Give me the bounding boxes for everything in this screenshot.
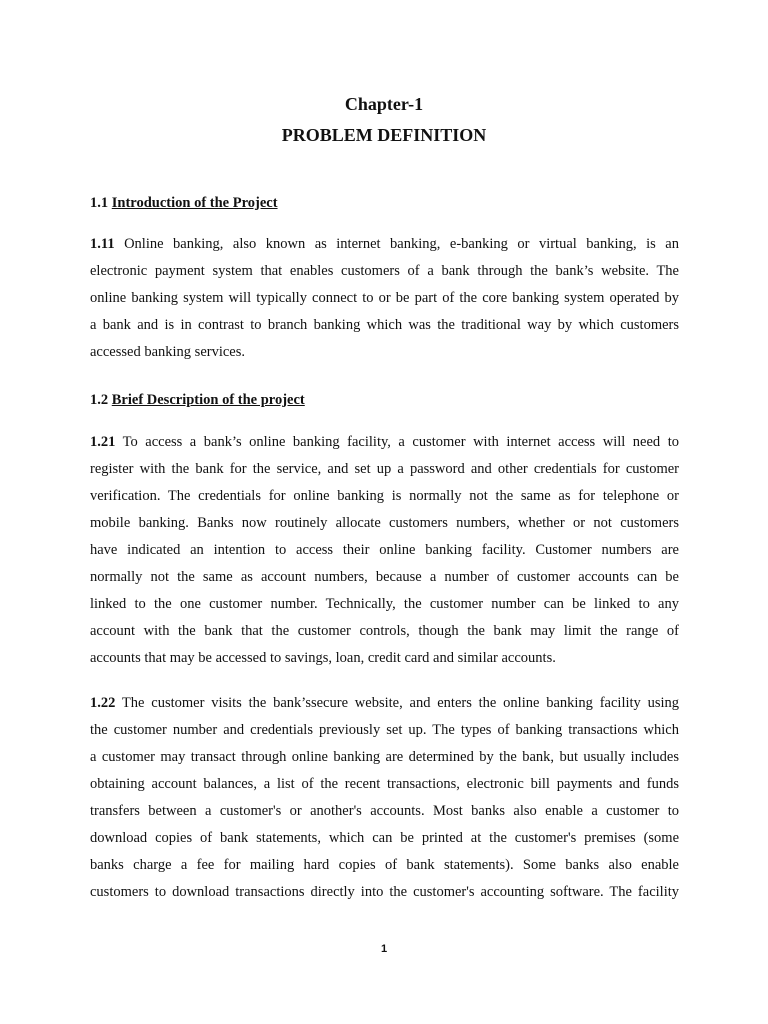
section-number: 1.2 (90, 392, 109, 408)
paragraph-number: 1.21 (90, 434, 116, 450)
paragraph-line: a bank and is in contrast to branch banking which was the traditional way by which customers (90, 317, 679, 333)
section-heading-1-2 (90, 390, 305, 410)
paragraph-line: a customer may transact through online banking are determined by the bank, but usually includes (90, 749, 679, 765)
paragraph-1-22 (90, 690, 679, 906)
paragraph-line: 1.21 To access a bank’s online banking facility, a customer with internet access will need to (90, 434, 679, 450)
section-number: 1.1 (90, 195, 109, 211)
paragraph-number: 1.22 (90, 695, 116, 711)
paragraph-line: 1.11 Online banking, also known as internet banking, e-banking or virtual banking, is an (90, 236, 679, 252)
section-title: Brief Description of the project (111, 392, 305, 408)
paragraph-line: accounts that may be accessed to savings, loan, credit card and similar accounts. (90, 650, 556, 666)
paragraph-line: customers to download transactions directly into the customer's accounting software. The facility (90, 884, 679, 900)
paragraph-line: verification. The credentials for online banking is normally not the same as for telephone or (90, 488, 679, 504)
paragraph-line: electronic payment system that enables customers of a bank through the bank’s website. The (90, 263, 679, 279)
chapter-label: Chapter-1 (344, 94, 424, 114)
paragraph-line: 1.22 The customer visits the bank’ssecure website, and enters the online banking facility using (90, 695, 679, 711)
paragraph-number: 1.11 (90, 236, 115, 252)
paragraph-line: banks charge a fee for mailing hard copies of bank statements). Some banks also enable (90, 857, 679, 873)
paragraph-line: mobile banking. Banks now routinely allocate customers numbers, whether or not customers (90, 515, 679, 531)
section-title: Introduction of the Project (111, 195, 278, 211)
paragraph-line: transfers between a customer's or another's accounts. Most banks also enable a customer to (90, 803, 679, 819)
page-number: 1 (380, 943, 388, 955)
paragraph-line: accessed banking services. (90, 344, 246, 360)
paragraph-line: download copies of bank statements, which can be printed at the customer's premises (some (90, 830, 679, 846)
paragraph-line: register with the bank for the service, and set up a password and other credentials for customer (90, 461, 679, 477)
paragraph-line: linked to the one customer number. Technically, the customer number can be linked to any (90, 596, 679, 612)
paragraph-line: have indicated an intention to access their online banking facility. Customer numbers are (90, 542, 679, 558)
paragraph-1-11 (90, 231, 679, 366)
section-heading-1-1 (90, 193, 278, 213)
paragraph-line: normally not the same as account numbers, because a number of customer accounts can be (90, 569, 679, 585)
paragraph-line: obtaining account balances, a list of the recent transactions, electronic bill payments and funds (90, 776, 679, 792)
paragraph-1-21 (90, 429, 679, 672)
paragraph-line: the customer number and credentials previously set up. The types of banking transactions which (90, 722, 679, 738)
paragraph-line: account with the bank that the customer controls, though the bank may limit the range of (90, 623, 679, 639)
paragraph-line: online banking system will typically connect to or be part of the core banking system operated by (90, 290, 679, 306)
chapter-title: PROBLEM DEFINITION (281, 125, 487, 145)
